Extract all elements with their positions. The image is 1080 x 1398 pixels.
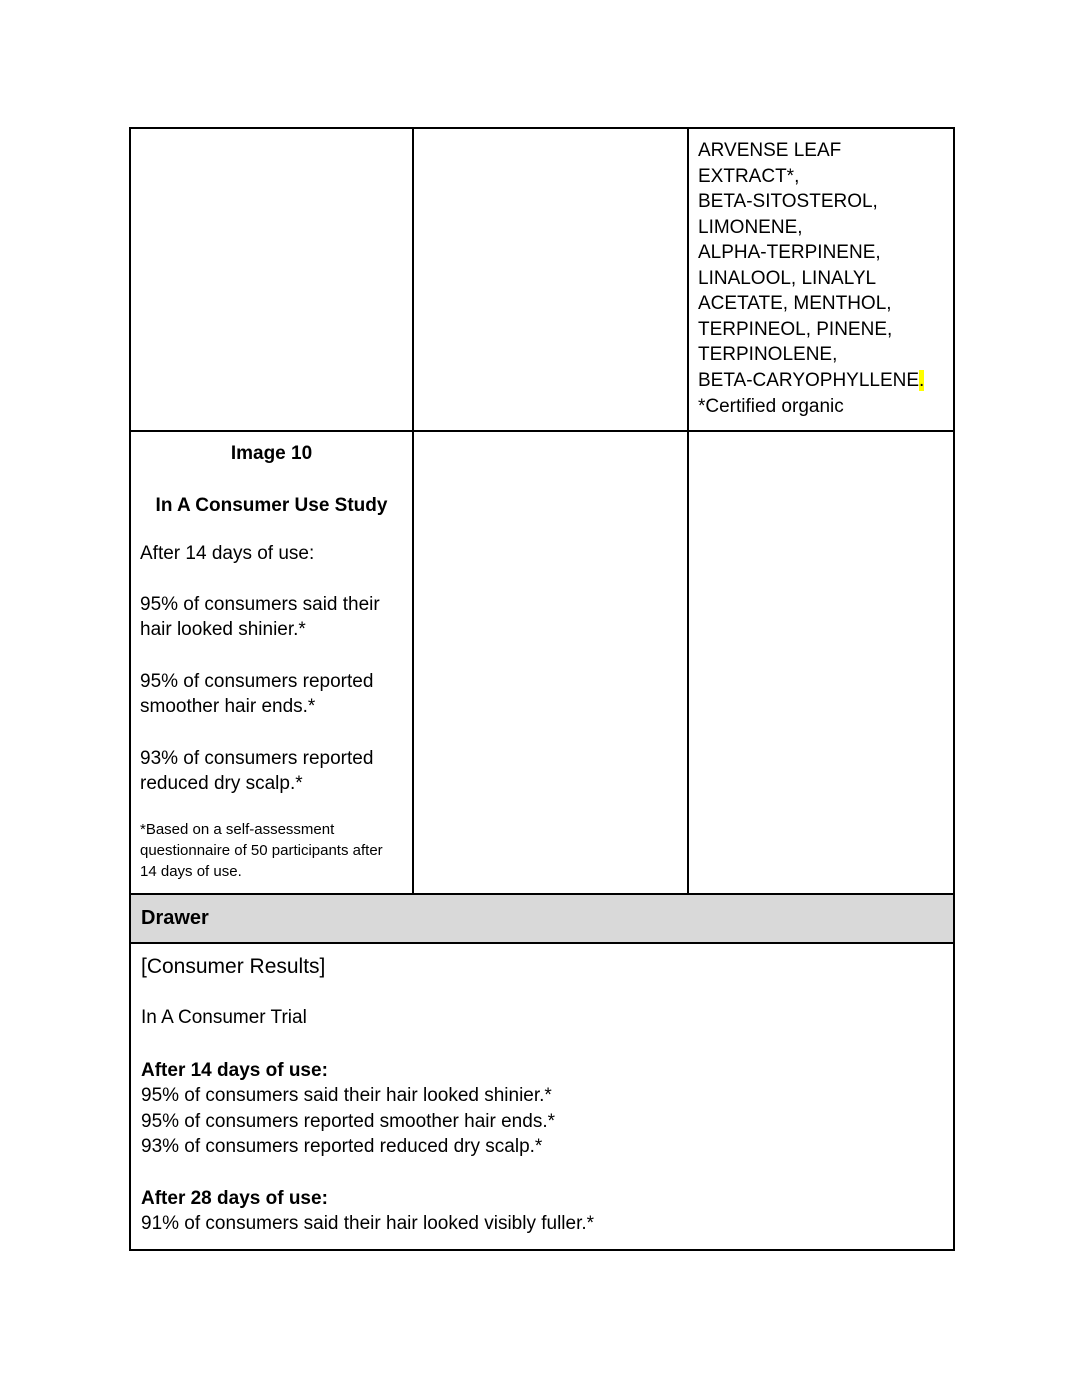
footnote-line: 14 days of use. [140, 862, 242, 880]
stat-line: 93% of consumers reported [140, 747, 374, 769]
image-cell [130, 431, 413, 894]
stat-line: smoother hair ends.* [140, 696, 316, 717]
content-table [129, 127, 955, 1251]
result-item: 93% of consumers reported reduced dry scalp.* [141, 1136, 543, 1157]
ingredient-line: TERPINEOL, PINENE, [698, 318, 893, 340]
drawer-body-row [130, 943, 954, 1250]
stat-line: 95% of consumers reported [140, 670, 374, 692]
empty-cell-1 [130, 128, 413, 431]
ingredient-line: ALPHA-TERPINENE, [698, 242, 881, 263]
result-item: 95% of consumers reported smoother hair ends.* [141, 1110, 555, 1132]
highlighted-period: . [919, 369, 925, 391]
ingredient-line: LINALOOL, LINALYL [698, 267, 877, 289]
empty-cell-4 [688, 431, 954, 894]
ingredient-line: LIMONENE, [698, 216, 803, 238]
ingredient-line: BETA-SITOSTEROL, [698, 191, 878, 212]
ingredients-cell [688, 128, 954, 431]
footnote-line: questionnaire of 50 participants after [140, 841, 383, 859]
empty-cell-3 [413, 431, 688, 894]
drawer-header: Drawer [141, 907, 209, 929]
ingredients-row [130, 128, 954, 431]
ingredient-line: TERPINOLENE, [698, 344, 838, 365]
image-title: Image 10 [230, 443, 313, 464]
certified-organic-note: *Certified organic [698, 396, 844, 417]
footnote-line: *Based on a self-assessment [140, 820, 335, 838]
empty-cell-2 [413, 128, 688, 431]
stat-line: hair looked shinier.* [140, 619, 306, 640]
drawer-trial: In A Consumer Trial [141, 1007, 307, 1028]
ingredient-line: ARVENSE LEAF [698, 140, 842, 161]
result-item: 95% of consumers said their hair looked shinier.* [141, 1085, 552, 1106]
stat-line: reduced dry scalp.* [140, 773, 303, 794]
image-intro: After 14 days of use: [140, 543, 315, 564]
drawer-heading: [Consumer Results] [141, 954, 326, 978]
ingredient-text: BETA-CARYOPHYLLENE [698, 369, 920, 391]
drawer-body-cell [130, 943, 954, 1250]
ingredient-line: ACETATE, MENTHOL, [698, 293, 892, 314]
drawer-header-cell [130, 894, 954, 943]
result-item: 91% of consumers said their hair looked visibly fuller.* [141, 1213, 595, 1234]
stat-line: 95% of consumers said their [140, 593, 380, 615]
section-title: After 28 days of use: [141, 1187, 328, 1209]
ingredient-line-last [698, 368, 944, 394]
drawer-header-row [130, 894, 954, 943]
image-row [130, 431, 954, 894]
ingredient-line: EXTRACT*, [698, 165, 800, 187]
section-title: After 14 days of use: [141, 1059, 328, 1081]
image-subtitle: In A Consumer Use Study [155, 494, 388, 516]
